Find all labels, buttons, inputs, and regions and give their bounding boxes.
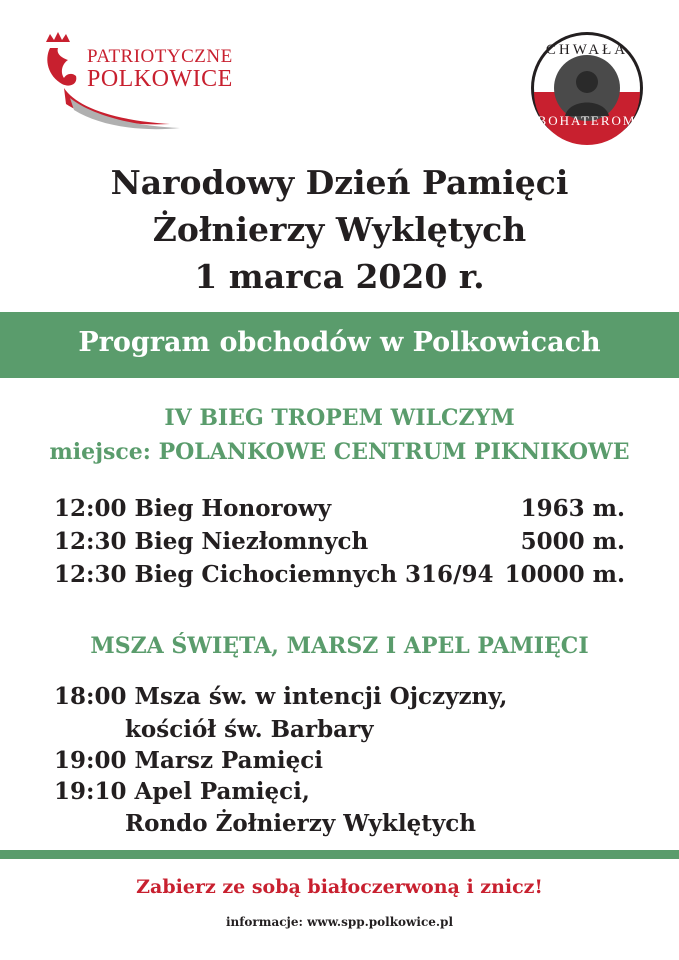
patriotyczne-polkowice-logo (40, 28, 240, 138)
footer-info: informacje: www.spp.polkowice.pl (225, 915, 454, 929)
run-item-1: 12:00 Bieg Honorowy (54, 495, 332, 522)
title-line-2: Żołnierzy Wyklętych (152, 210, 527, 249)
run-heading: IV BIEG TROPEM WILCZYM (164, 405, 515, 431)
run-item-2-distance: 5000 m. (520, 528, 625, 555)
run-item-1-distance: 1963 m. (520, 495, 625, 522)
mass-item-2: 19:00 Marsz Pamięci (54, 747, 324, 774)
mass-item-3: 19:10 Apel Pamięci, (54, 778, 310, 805)
mass-heading: MSZA ŚWIĘTA, MARSZ I APEL PAMIĘCI (90, 633, 589, 659)
logo-line2: POLKOWICE (87, 66, 233, 92)
run-item-3: 12:30 Bieg Cichociemnych 316/94 (54, 561, 494, 588)
logo-line1: PATRIOTYCZNE (87, 46, 233, 67)
chwala-bohaterom-badge (529, 30, 645, 146)
badge-bottom-text: BOHATEROM (537, 113, 637, 128)
footer-reminder: Zabierz ze sobą białoczerwoną i znicz! (136, 876, 543, 898)
bottom-divider (0, 850, 679, 859)
title-line-3: 1 marca 2020 r. (194, 257, 485, 296)
run-item-3-distance: 10000 m. (504, 561, 625, 588)
mass-item-1: 18:00 Msza św. w intencji Ojczyzny, (54, 683, 508, 710)
run-place: miejsce: POLANKOWE CENTRUM PIKNIKOWE (49, 439, 630, 465)
mass-item-1-location: kościół św. Barbary (125, 716, 374, 743)
mass-item-3-location: Rondo Żołnierzy Wyklętych (125, 810, 476, 837)
badge-top-text: CHWAŁA (545, 42, 629, 58)
run-item-2: 12:30 Bieg Niezłomnych (54, 528, 369, 555)
title-line-1: Narodowy Dzień Pamięci (110, 163, 569, 202)
program-banner-text: Program obchodów w Polkowicach (78, 327, 601, 358)
